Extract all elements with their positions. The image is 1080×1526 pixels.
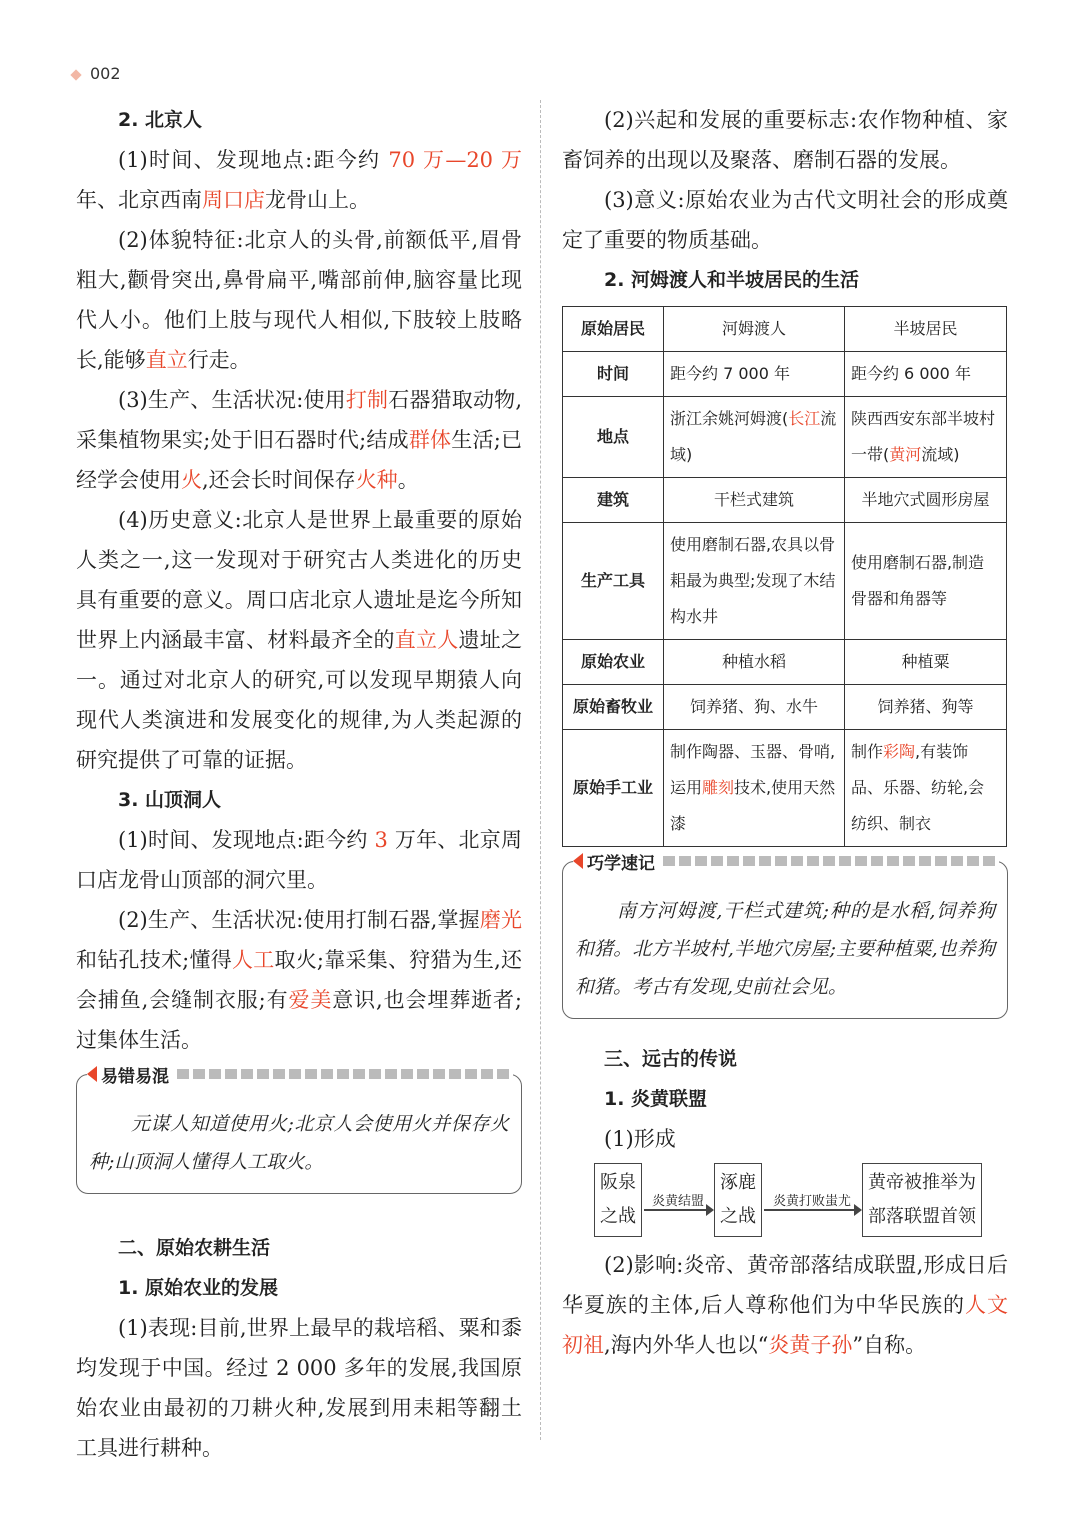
table-cell: 使用磨制石器,农具以骨耜最为典型;发现了木结构水井 (664, 523, 845, 640)
note-box-confusions (76, 1066, 522, 1194)
table-row: 原始居民 河姆渡人 半坡居民 (563, 307, 1007, 352)
note-box-title: 易错易混 (101, 1066, 169, 1087)
table-row: 原始畜牧业 饲养猪、狗、水牛 饲养猪、狗等 (563, 685, 1007, 730)
arrow-icon (644, 1209, 712, 1211)
paragraph: (3)意义:原始农业为古代文明社会的形成奠定了重要的物质基础。 (562, 188, 1008, 252)
table-cell: 陕西西安东部半坡村一带(黄河流域) (844, 397, 1006, 478)
table-cell: 种植水稻 (664, 640, 845, 685)
highlighted-term: 磨光 (479, 908, 522, 932)
highlighted-term: 火种 (355, 468, 398, 492)
flow-arrow-label: 炎黄结盟 (651, 1193, 704, 1209)
page-number: 002 (72, 64, 121, 83)
paragraph: (2)兴起和发展的重要标志:农作物种植、家畜饲养的出现以及聚落、磨制石器的发展。 (562, 108, 1008, 172)
table-cell: 距今约 7 000 年 (664, 352, 845, 397)
highlighted-term: 周口店 (202, 188, 265, 212)
highlighted-term: 3 (374, 828, 388, 852)
table-row: 原始农业 种植水稻 种植粟 (563, 640, 1007, 685)
flow-box: 阪泉之战 (594, 1163, 642, 1237)
comparison-table (562, 306, 1007, 847)
table-cell: 饲养猪、狗等 (844, 685, 1006, 730)
section-title-upper-cave-man: 3. 山顶洞人 (118, 789, 222, 811)
highlighted-term: 彩陶 (882, 742, 915, 761)
highlighted-term: 人文初祖 (562, 1293, 1008, 1357)
highlighted-term: 雕刻 (702, 778, 735, 797)
paragraph: (4)历史意义:北京人是世界上最重要的原始人类之一,这一发现对于研究古人类进化的历史具有重要的意义。周口店北京人遗址是迄今所知世界上内涵最丰富、材料最齐全的直立人遗址之一。通过对北京人的研究,可以发现早期猿人向现代人类演进和发展变化的规律,为人类起源的研究提供了可靠的证据。 (76, 508, 522, 772)
table-cell: 饲养猪、狗、水牛 (664, 685, 845, 730)
highlighted-term: 爱美 (288, 988, 333, 1012)
table-cell: 使用磨制石器,制造骨器和角器等 (844, 523, 1006, 640)
table-cell: 浙江余姚河姆渡(长江流域) (664, 397, 845, 478)
left-column (76, 100, 522, 1468)
paragraph: (2)体貌特征:北京人的头骨,前额低平,眉骨粗大,颧骨突出,鼻骨扁平,嘴部前伸,脑容量比现代人小。他们上肢与现代人相似,下肢较上肢略长,能够直立行走。 (76, 228, 522, 372)
highlighted-term: 70 万—20 万 (388, 148, 523, 172)
highlighted-term: 直立人 (394, 628, 459, 652)
column-divider (540, 100, 541, 1440)
paragraph: (1)形成 (604, 1127, 676, 1151)
section-title-yanhuang: 1. 炎黄联盟 (604, 1088, 708, 1110)
paragraph: (2)生产、生活状况:使用打制石器,掌握磨光和钻孔技术;懂得人工取火;靠采集、狩猎为生,还会捕鱼,会缝制衣服;有爱美意识,也会埋葬逝者;过集体生活。 (76, 908, 523, 1052)
chapter-heading-farming: 二、原始农耕生活 (118, 1237, 271, 1259)
section-title-agriculture: 1. 原始农业的发展 (118, 1277, 279, 1299)
table-cell: 干栏式建筑 (664, 478, 845, 523)
paragraph: (1)表现:目前,世界上最早的栽培稻、粟和黍均发现于中国。经过 2 000 多年的发展,我国原始农业由最初的刀耕火种,发展到用耒耜等翻土工具进行耕种。 (76, 1316, 522, 1460)
right-column (562, 100, 1008, 1365)
table-row: 建筑 干栏式建筑 半地穴式圆形房屋 (563, 478, 1007, 523)
speaker-icon (573, 853, 583, 869)
diamond-icon (70, 69, 81, 80)
highlighted-term: 打制 (345, 388, 389, 412)
table-cell: 距今约 6 000 年 (844, 352, 1006, 397)
note-box-text: 元谋人知道使用火;北京人会使用火并保存火种;山顶洞人懂得人工取火。 (89, 1113, 509, 1173)
highlighted-term: 群体 (408, 428, 452, 452)
highlighted-term: 人工 (231, 948, 275, 972)
flow-diagram (594, 1163, 1008, 1237)
highlighted-term: 黄河 (889, 445, 922, 464)
chapter-heading-legends: 三、远古的传说 (604, 1048, 738, 1070)
highlighted-term: 火 (181, 468, 202, 492)
paragraph: (3)生产、生活状况:使用打制石器猎取动物,采集植物果实;处于旧石器时代;结成群体生活;已经学会使用火,还会长时间保存火种。 (76, 388, 523, 492)
note-box-text: 南方河姆渡,干栏式建筑;种的是水稻,饲养狗和猪。北方半坡村,半地穴房屋;主要种植粟,也养狗和猪。考古有发现,史前社会见。 (575, 900, 995, 998)
highlighted-term: 长江 (788, 409, 821, 428)
speaker-icon (87, 1066, 97, 1082)
note-box-mnemonic (562, 853, 1008, 1019)
paragraph: (1)时间、发现地点:距今约 70 万—20 万年、北京西南周口店龙骨山上。 (76, 148, 523, 212)
table-cell: 制作陶器、玉器、骨哨,运用雕刻技术,使用天然漆 (664, 730, 845, 847)
flow-box: 涿鹿之战 (714, 1163, 762, 1237)
paragraph: (2)影响:炎帝、黄帝部落结成联盟,形成日后华夏族的主体,后人尊称他们为中华民族的人文初祖,海内外华人也以“炎黄子孙”自称。 (562, 1253, 1008, 1357)
flow-box: 黄帝被推举为部落联盟首领 (862, 1163, 982, 1237)
note-box-title: 巧学速记 (587, 853, 655, 874)
table-row: 生产工具 使用磨制石器,农具以骨耜最为典型;发现了木结构水井 使用磨制石器,制造骨器和角器等 (563, 523, 1007, 640)
table-cell: 制作彩陶,有装饰品、乐器、纺轮,会纺织、制衣 (844, 730, 1006, 847)
arrow-icon (764, 1209, 860, 1211)
table-row: 原始手工业 制作陶器、玉器、骨哨,运用雕刻技术,使用天然漆 制作彩陶,有装饰品、乐器、纺轮,会纺织、制衣 (563, 730, 1007, 847)
table-cell: 种植粟 (844, 640, 1006, 685)
highlighted-term: 直立 (145, 348, 188, 372)
table-row: 地点 浙江余姚河姆渡(长江流域) 陕西西安东部半坡村一带(黄河流域) (563, 397, 1007, 478)
paragraph: (1)时间、发现地点:距今约 3 万年、北京周口店龙骨山顶部的洞穴里。 (76, 828, 522, 892)
section-title-hemudu-banpo: 2. 河姆渡人和半坡居民的生活 (604, 269, 860, 291)
table-row: 时间 距今约 7 000 年 距今约 6 000 年 (563, 352, 1007, 397)
highlighted-term: 炎黄子孙 (768, 1333, 853, 1357)
flow-arrow-label: 炎黄打败蚩尤 (772, 1193, 851, 1209)
table-cell: 半地穴式圆形房屋 (844, 478, 1006, 523)
section-title-beijing-man: 2. 北京人 (118, 109, 203, 131)
